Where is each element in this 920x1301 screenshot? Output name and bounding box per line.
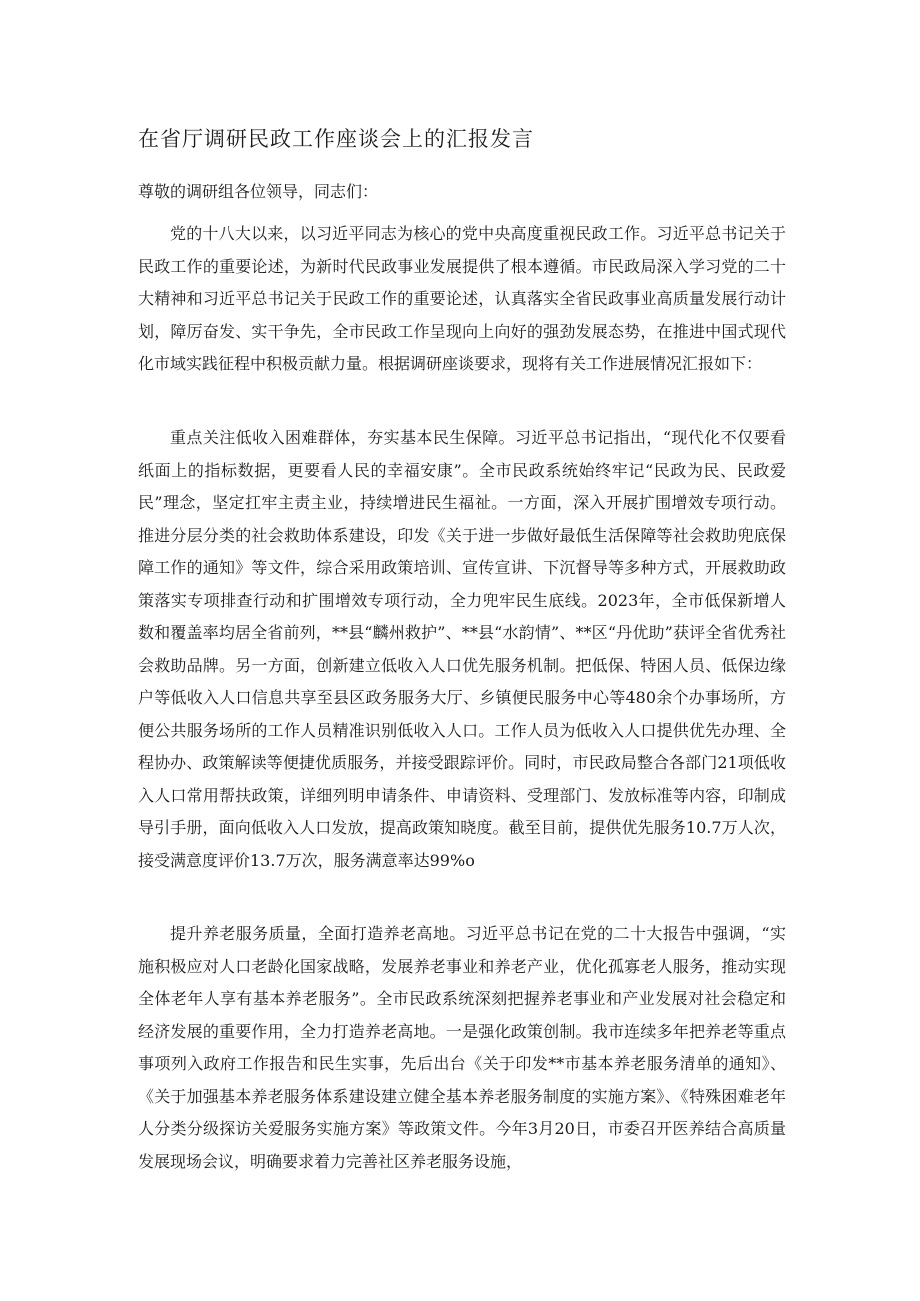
paragraph-intro: 党的十八大以来，以习近平同志为核心的党中央高度重视民政工作。习近平总书记关于民政工作的重要论述，为新时代民政事业发展提供了根本遵循。市民政局深入学习党的二十大精神和习近平总书记关于民政工作的重要论述，认真落实全省民政事业高质量发展行动计划，障厉奋发、实干争先，全市民政工作呈现向上向好的强劲发展态势，在推进中国式现代化市域实践征程中积极贡献力量。根据调研座谈要求，现将有关工作进展情况汇报如下： <box>138 224 786 373</box>
paragraph-social-assistance: 重点关注低收入困难群体，夯实基本民生保障。习近平总书记指出，“现代化不仅要看纸面上的指标数据，更要看人民的幸福安康”。全市民政系统始终牢记“民政为民、民政爱民”理念，坚定扛牢主责主业，持续增进民生福祉。一方面，深入开展扩围增效专项行动。推进分层分类的社会救助体系建设，印发《关于进一步做好最低生活保障等社会救助兜底保障工作的通知》等文件，综合采用政策培训、宣传宣讲、下沉督导等多种方式，开展救助政策落实专项排查行动和扩围增效专项行动，全力兜牢民生底线。2023年，全市低保新增人数和覆盖率均居全省前列，**县“麟州救护”、**县“水韵情”、**区“丹优助”获评全省优秀社会救助品牌。另一方面，创新建立低收入人口优先服务机制。把低保、特困人员、低保边缘户等低收入人口信息共享至县区政务服务大厅、乡镇便民服务中心等480余个办事场所，方便公共服务场所的工作人员精准识别低收入人口。工作人员为低收入人口提供优先办理、全程协办、政策解读等便捷优质服务，并接受跟踪评价。同时，市民政局整合各部门21项低收入人口常用帮扶政策，详细列明申请条件、申请资料、受理部门、发放标准等内容，印制成导引手册，面向低收入人口发放，提高政策知晓度。截至目前，提供优先服务10.7万人次，接受满意度评价13.7万次，服务满意率达99%o <box>138 428 786 870</box>
paragraph-elderly-care: 提升养老服务质量，全面打造养老高地。习近平总书记在党的二十大报告中强调，“实施积极应对人口老龄化国家战略，发展养老事业和养老产业，优化孤寡老人服务，推动实现全体老年人享有基本养老服务”。全市民政系统深刻把握养老事业和产业发展对社会稳定和经济发展的重要作用，全力打造养老高地。一是强化政策创制。我市连续多年把养老等重点事项列入政府工作报告和民生实事，先后出台《关于印发**市基本养老服务清单的通知》、《关于加强基本养老服务体系建设建立健全基本养老服务制度的实施方案》、《特殊困难老年人分类分级探访关爱服务实施方案》等政策文件。今年3月20日，市委召开医养结合高质量发展现场会议，明确要求着力完善社区养老服务设施， <box>138 924 786 1171</box>
document-title: 在省厅调研民政工作座谈会上的汇报发言 <box>138 127 534 151</box>
salutation: 尊敬的调研组各位领导，同志们： <box>138 182 379 201</box>
